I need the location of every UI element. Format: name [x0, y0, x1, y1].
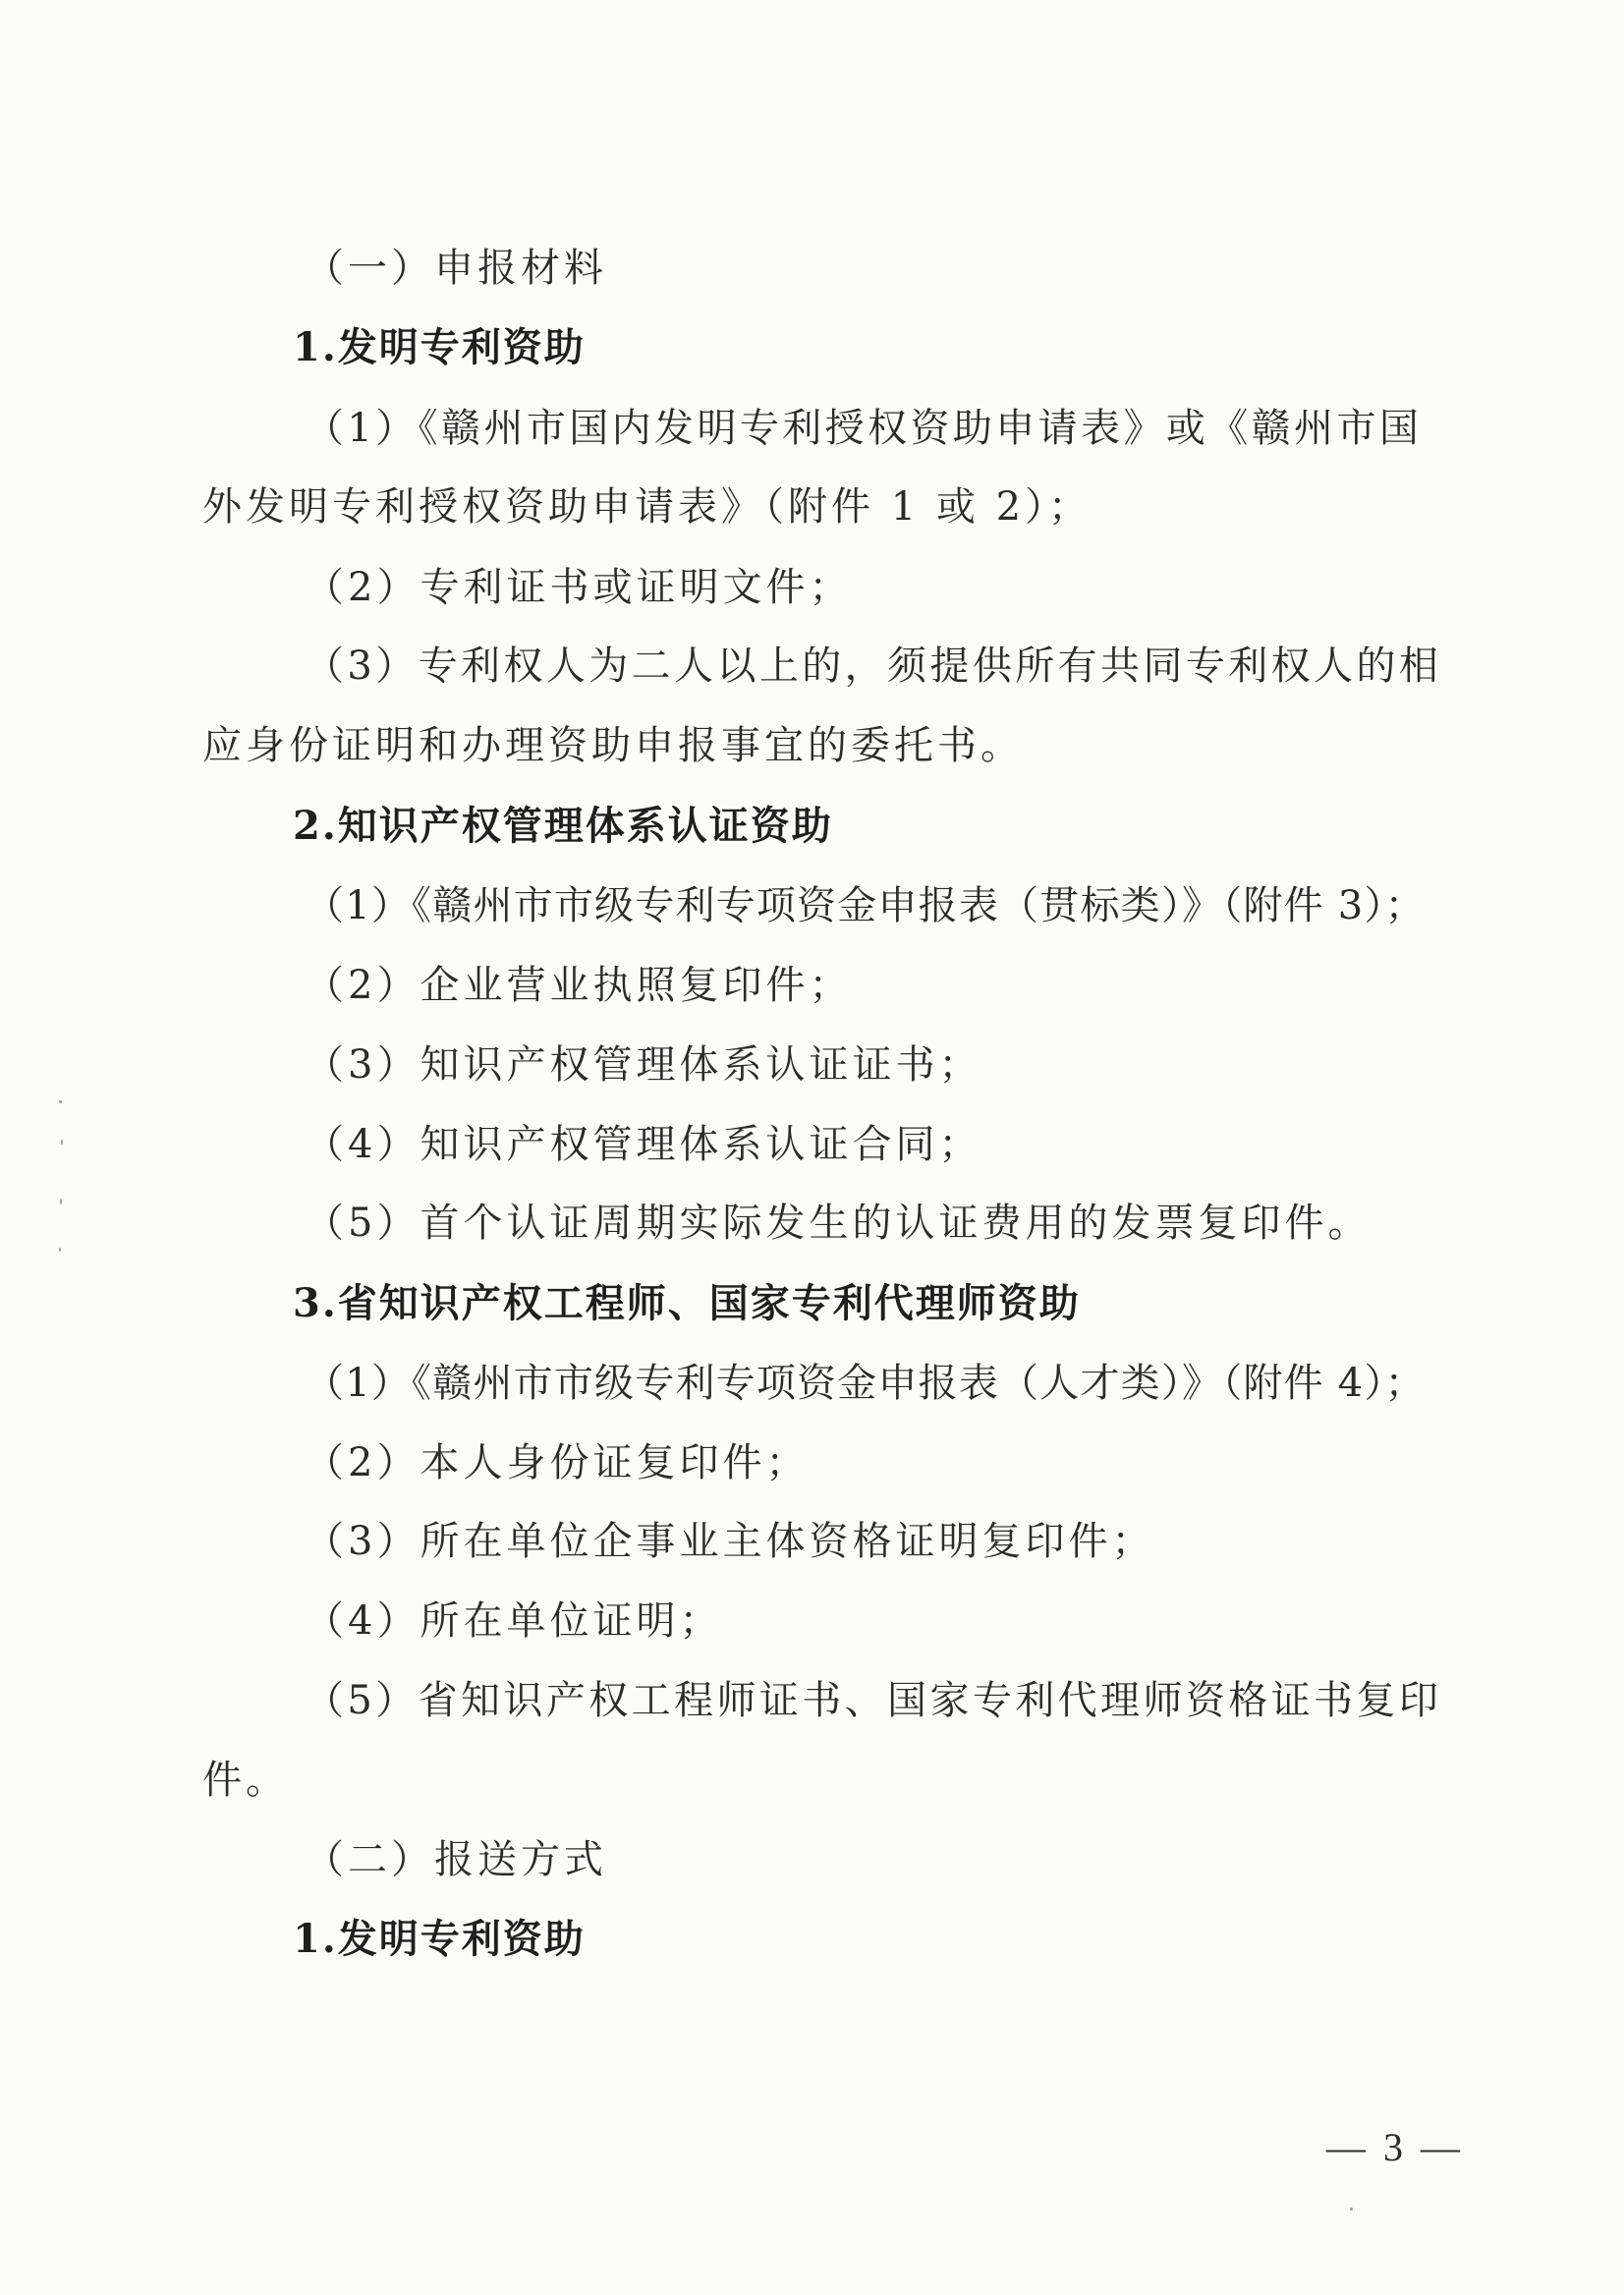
- subheading-invention-patent-2: 1.发明专利资助: [293, 1916, 586, 1962]
- paragraph-line: （5）首个认证周期实际发生的认证费用的发票复印件。: [305, 1201, 1372, 1246]
- paragraph-line: （4）知识产权管理体系认证合同；: [305, 1122, 982, 1167]
- subheading-ip-management-certification: 2.知识产权管理体系认证资助: [293, 803, 833, 849]
- scan-speck: [59, 1100, 62, 1103]
- paragraph-line: （5）省知识产权工程师证书、国家专利代理师资格证书复印: [305, 1678, 1442, 1723]
- section-heading-submission-method: （二）报送方式: [305, 1837, 607, 1882]
- scan-speck: [61, 1140, 63, 1145]
- subheading-talent-subsidy: 3.省知识产权工程师、国家专利代理师资助: [293, 1280, 1081, 1326]
- page-number: — 3 —: [1326, 2125, 1464, 2169]
- section-heading-materials: （一）申报材料: [305, 246, 607, 291]
- paragraph-line: 件。: [202, 1758, 289, 1803]
- scan-speck: [60, 1199, 62, 1204]
- paragraph-line: （4）所在单位证明；: [305, 1598, 723, 1644]
- paragraph-line: （3）专利权人为二人以上的，须提供所有共同专利权人的相: [305, 644, 1442, 689]
- paragraph-line: 应身份证明和办理资助申报事宜的委托书。: [202, 723, 1024, 768]
- paragraph-line: （1）《赣州市国内发明专利授权资助申请表》或《赣州市国: [305, 406, 1423, 451]
- subheading-invention-patent: 1.发明专利资助: [293, 324, 586, 370]
- paragraph-line: （2）专利证书或证明文件；: [305, 565, 853, 610]
- scan-speck: [59, 1248, 61, 1252]
- paragraph-line: （2）本人身份证复印件；: [305, 1440, 810, 1485]
- paragraph-line: 外发明专利授权资助申请表》（附件 1 或 2）；: [202, 484, 1092, 530]
- paragraph-line: （1）《赣州市市级专利专项资金申报表（贯标类）》（附件 3）；: [305, 883, 1426, 928]
- paragraph-line: （1）《赣州市市级专利专项资金申报表（人才类）》（附件 4）；: [305, 1361, 1426, 1406]
- paragraph-line: （3）所在单位企事业主体资格证明复印件；: [305, 1519, 1155, 1564]
- scan-speck: [1350, 2208, 1353, 2211]
- paragraph-line: （2）企业营业执照复印件；: [305, 963, 853, 1008]
- paragraph-line: （3）知识产权管理体系认证证书；: [305, 1042, 982, 1088]
